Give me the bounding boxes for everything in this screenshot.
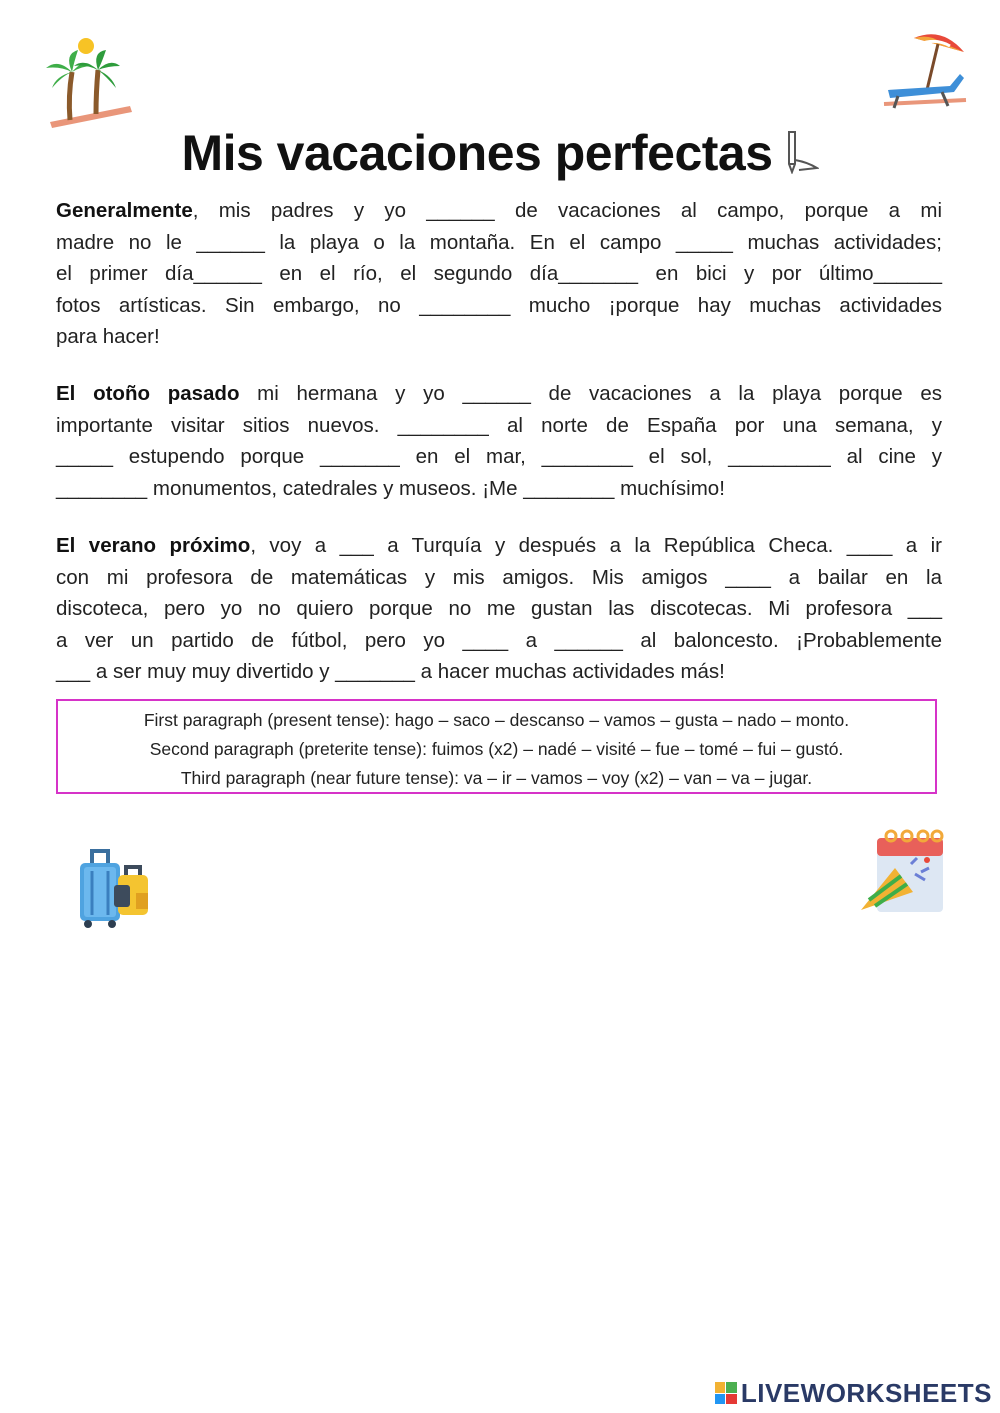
liveworksheets-icon	[715, 1382, 737, 1404]
palm-trees-icon	[44, 36, 134, 128]
liveworksheets-logo[interactable]	[715, 1378, 992, 1408]
paragraph-preterite	[56, 378, 942, 504]
paragraph-line: para hacer!	[56, 325, 160, 348]
brand-text: LIVEWORKSHEETS	[740, 1377, 992, 1408]
paragraph-line: con mi profesora de matemáticas y mis amigos. Mis amigos ____ a bailar en la	[56, 565, 942, 589]
word-bank-line: Second paragraph (preterite tense): fuimos (x2) – nadé – visité – fue – tomé – fui – gustó.	[149, 739, 844, 759]
word-bank-line: Third paragraph (near future tense): va – ir – vamos – voy (x2) – van – va – jugar.	[180, 768, 813, 788]
paragraph-line: madre no le ______ la playa o la montaña. En el campo _____ muchas actividades;	[56, 230, 942, 254]
word-bank-line: First paragraph (present tense): hago – saco – descanso – vamos – gusta – nado – monto.	[143, 710, 850, 730]
paragraph-line: El otoño pasado mi hermana y yo ______ de vacaciones a la playa porque es	[56, 382, 942, 405]
luggage-icon	[70, 845, 160, 930]
beach-chair-icon	[880, 30, 970, 116]
word-bank-box	[56, 699, 937, 794]
paragraph-line: Generalmente, mis padres y yo ______ de vacaciones al campo, porque a mi	[56, 199, 942, 222]
paragraph-near-future	[56, 530, 942, 688]
party-calendar-icon	[855, 828, 950, 918]
paragraph-line: importante visitar sitios nuevos. ________ al norte de España por una semana, y	[56, 413, 942, 437]
paragraph-present	[56, 195, 942, 353]
paragraph-line: discoteca, pero yo no quiero porque no me gustan las discotecas. Mi profesora ___	[56, 597, 942, 620]
pencil-icon	[779, 130, 819, 174]
paragraph-line: ___ a ser muy muy divertido y _______ a hacer muchas actividades más!	[56, 660, 725, 683]
paragraph-line: el primer día______ en el río, el segundo día_______ en bici y por último______	[56, 262, 942, 285]
title-text: Mis vacaciones perfectas	[181, 125, 773, 181]
paragraph-line: fotos artísticas. Sin embargo, no ________ mucho ¡porque hay muchas actividades	[56, 293, 942, 317]
paragraph-line: ________ monumentos, catedrales y museos. ¡Me ________ muchísimo!	[56, 476, 725, 500]
paragraph-line: a ver un partido de fútbol, pero yo ____ a ______ al baloncesto. ¡Probablemente	[56, 628, 942, 652]
paragraph-line: _____ estupendo porque _______ en el mar, ________ el sol, _________ al cine y	[56, 445, 942, 468]
paragraph-line: El verano próximo, voy a ___ a Turquía y después a la República Checa. ____ a ir	[56, 534, 942, 557]
page-title	[0, 124, 1000, 182]
